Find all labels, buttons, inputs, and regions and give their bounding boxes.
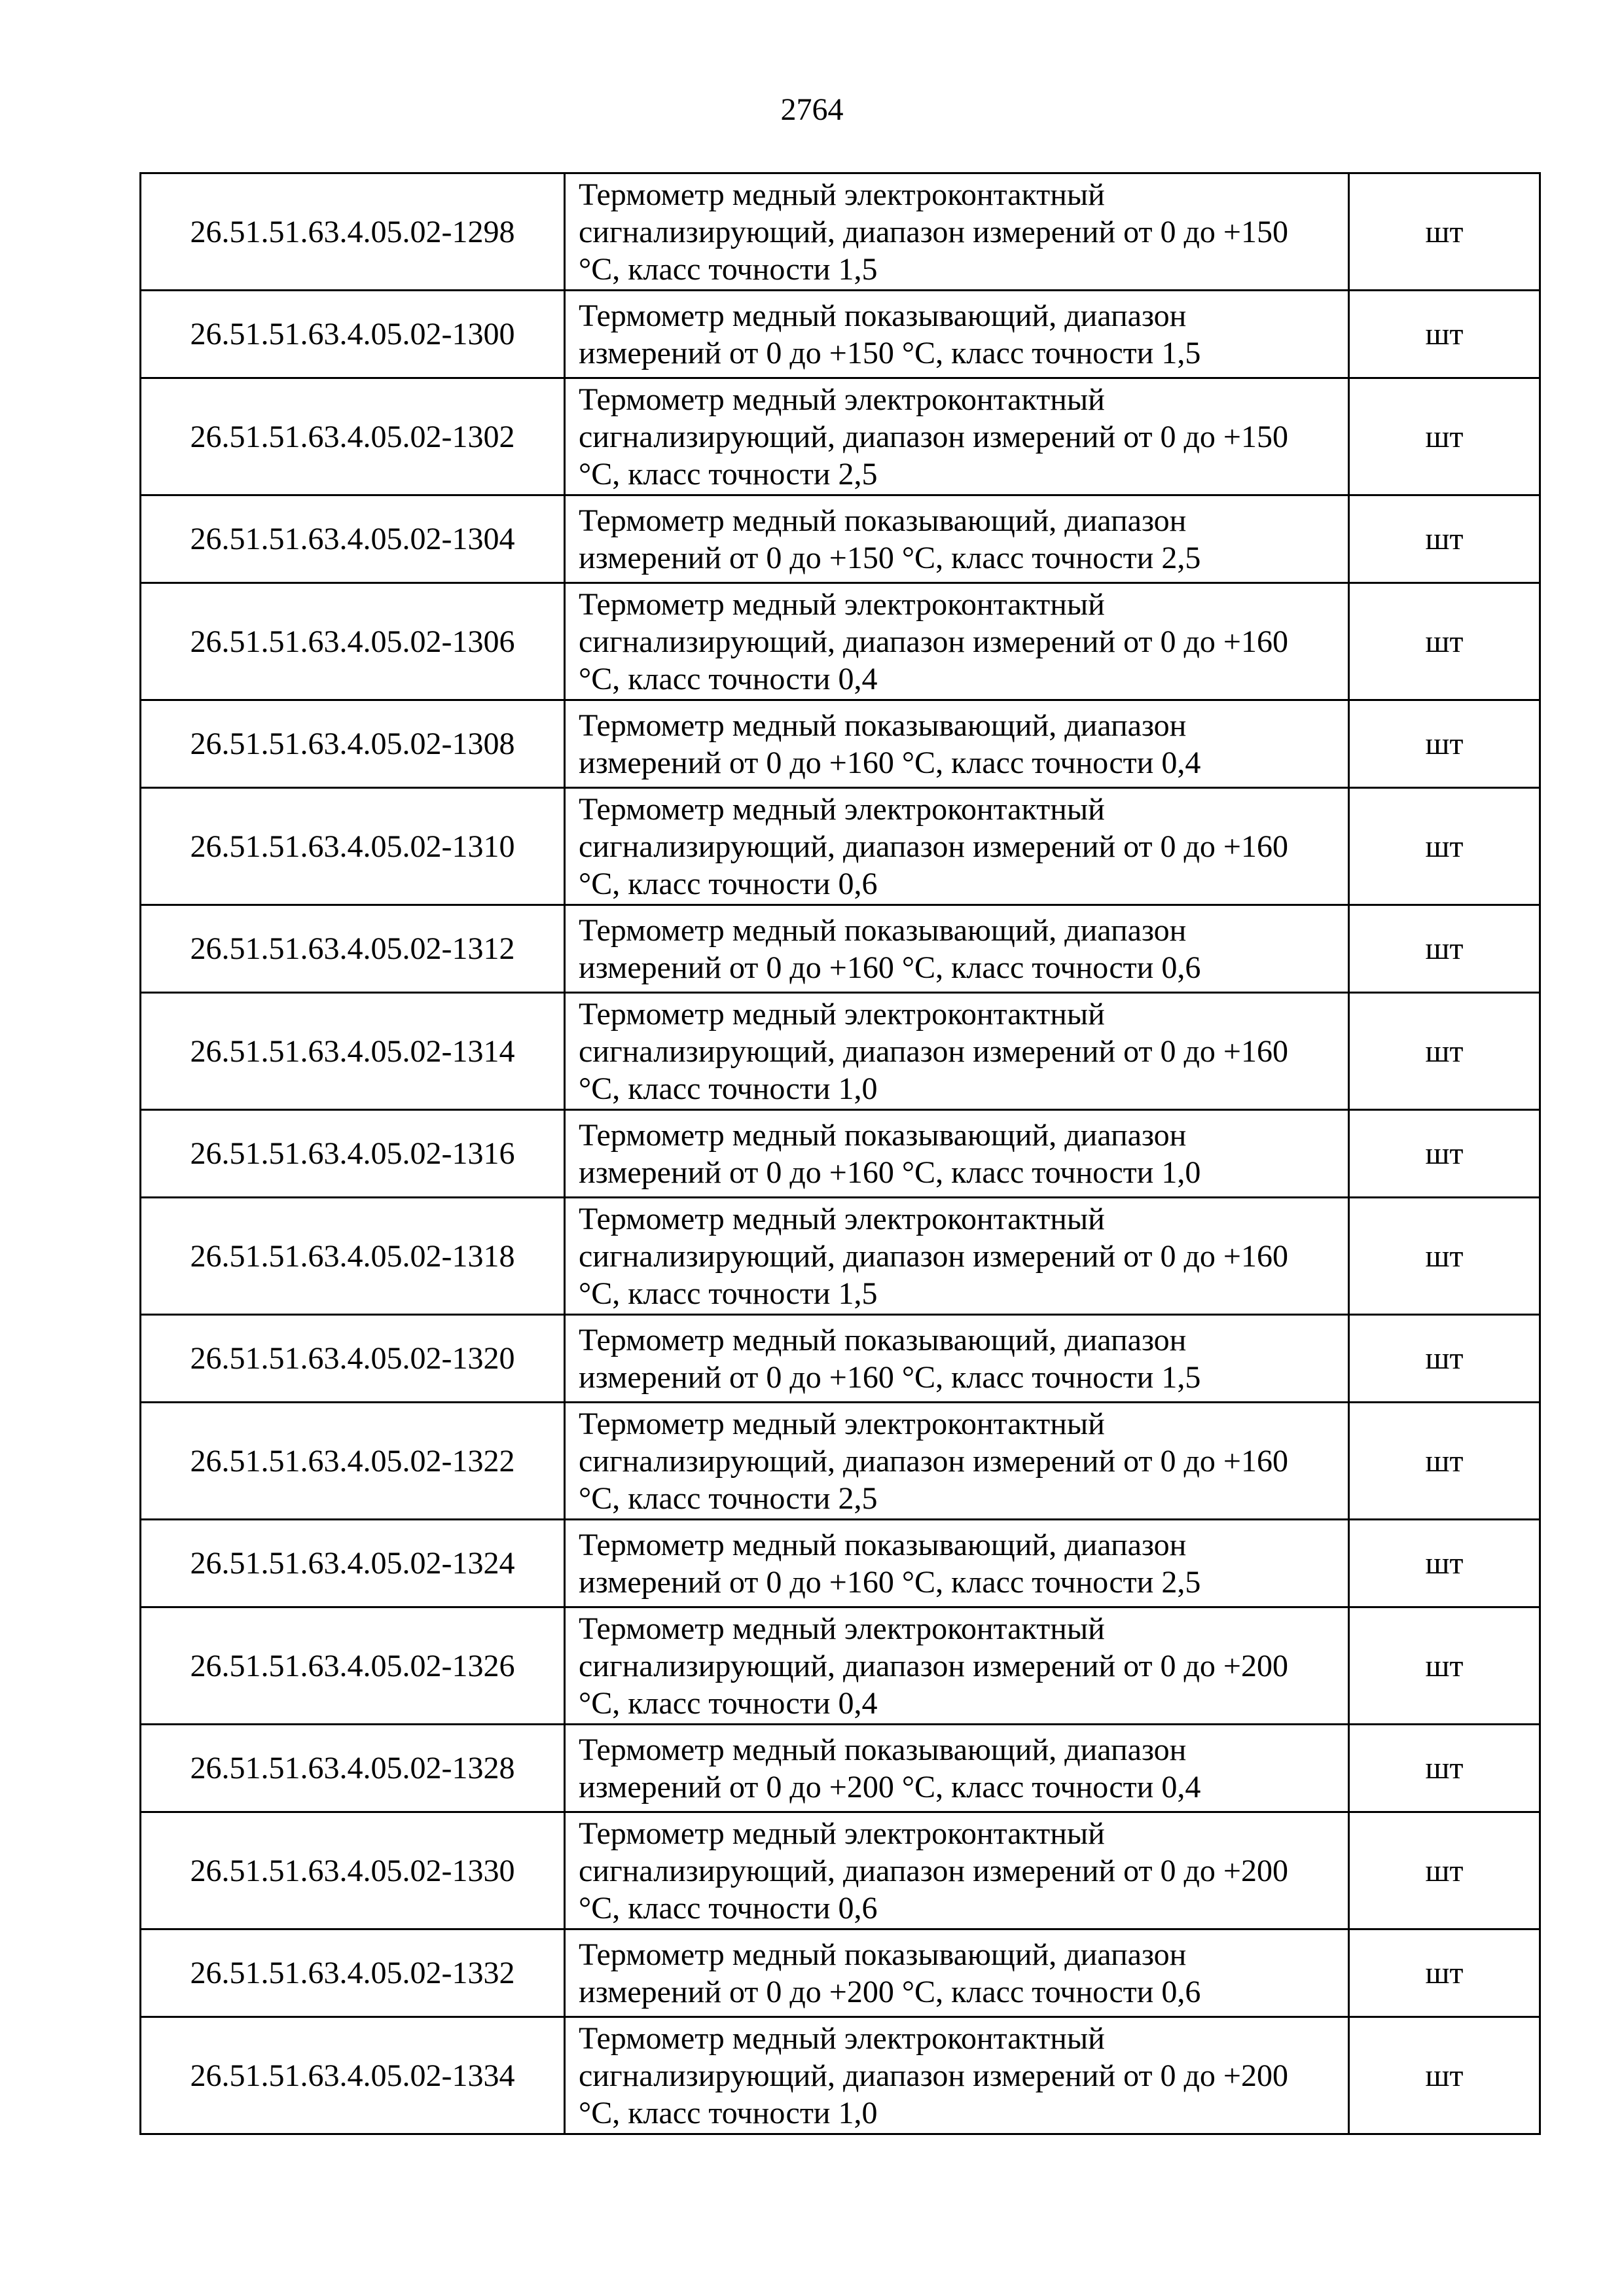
item-unit: шт	[1349, 993, 1540, 1110]
description-line: °С, класс точности 0,6	[579, 866, 878, 901]
description-line: Термометр медный показывающий, диапазон	[579, 503, 1187, 538]
item-unit: шт	[1349, 1812, 1540, 1929]
item-code: 26.51.51.63.4.05.02-1320	[141, 1315, 565, 1403]
item-description	[565, 1198, 1349, 1315]
item-code: 26.51.51.63.4.05.02-1334	[141, 2017, 565, 2134]
description-line: Термометр медный показывающий, диапазон	[579, 1732, 1187, 1767]
item-code: 26.51.51.63.4.05.02-1302	[141, 378, 565, 495]
item-unit: шт	[1349, 495, 1540, 583]
description-line: сигнализирующий, диапазон измерений от 0 до +200	[579, 2058, 1288, 2093]
page-number: 2764	[780, 92, 844, 127]
item-code: 26.51.51.63.4.05.02-1300	[141, 291, 565, 378]
table-row	[141, 583, 1540, 700]
item-unit: шт	[1349, 1725, 1540, 1812]
description-line: измерений от 0 до +160 °С, класс точности 0,6	[579, 950, 1201, 985]
item-code: 26.51.51.63.4.05.02-1328	[141, 1725, 565, 1812]
table-row	[141, 1198, 1540, 1315]
description-line: °С, класс точности 2,5	[579, 456, 878, 492]
description-line: измерений от 0 до +200 °С, класс точности 0,4	[579, 1769, 1201, 1804]
table-row	[141, 700, 1540, 788]
item-code: 26.51.51.63.4.05.02-1332	[141, 1929, 565, 2017]
description-line: измерений от 0 до +160 °С, класс точности 2,5	[579, 1564, 1201, 1600]
description-line: Термометр медный электроконтактный	[579, 996, 1105, 1031]
description-line: Термометр медный электроконтактный	[579, 1611, 1105, 1646]
description-line: Термометр медный показывающий, диапазон	[579, 708, 1187, 743]
item-unit: шт	[1349, 1198, 1540, 1315]
description-line: °С, класс точности 2,5	[579, 1480, 878, 1516]
item-unit: шт	[1349, 788, 1540, 905]
item-code: 26.51.51.63.4.05.02-1316	[141, 1110, 565, 1198]
description-line: Термометр медный электроконтактный	[579, 2020, 1105, 2056]
description-line: °С, класс точности 0,6	[579, 1890, 878, 1926]
description-line: °С, класс точности 0,4	[579, 1685, 878, 1721]
description-line: сигнализирующий, диапазон измерений от 0 до +160	[579, 1238, 1288, 1274]
item-code: 26.51.51.63.4.05.02-1324	[141, 1520, 565, 1607]
table-row	[141, 1607, 1540, 1725]
description-line: Термометр медный показывающий, диапазон	[579, 1527, 1187, 1562]
description-line: сигнализирующий, диапазон измерений от 0 до +150	[579, 419, 1288, 454]
table-row	[141, 1520, 1540, 1607]
item-code: 26.51.51.63.4.05.02-1308	[141, 700, 565, 788]
description-line: Термометр медный электроконтактный	[579, 177, 1105, 212]
table-row	[141, 1110, 1540, 1198]
item-description	[565, 1812, 1349, 1929]
item-unit: шт	[1349, 291, 1540, 378]
table-row	[141, 1812, 1540, 1929]
description-line: сигнализирующий, диапазон измерений от 0 до +160	[579, 1443, 1288, 1479]
description-line: Термометр медный электроконтактный	[579, 1201, 1105, 1236]
description-line: Термометр медный электроконтактный	[579, 791, 1105, 827]
item-description	[565, 788, 1349, 905]
description-line: Термометр медный показывающий, диапазон	[579, 1117, 1187, 1153]
description-line: Термометр медный показывающий, диапазон	[579, 1322, 1187, 1357]
item-unit: шт	[1349, 173, 1540, 291]
table-row	[141, 1725, 1540, 1812]
item-description	[565, 1607, 1349, 1725]
item-description	[565, 700, 1349, 788]
item-unit: шт	[1349, 583, 1540, 700]
item-description	[565, 1929, 1349, 2017]
item-description	[565, 2017, 1349, 2134]
item-unit: шт	[1349, 1110, 1540, 1198]
description-line: сигнализирующий, диапазон измерений от 0 до +150	[579, 214, 1288, 249]
item-description	[565, 1110, 1349, 1198]
item-description	[565, 1520, 1349, 1607]
description-line: °С, класс точности 1,0	[579, 2095, 878, 2130]
item-unit: шт	[1349, 1607, 1540, 1725]
item-code: 26.51.51.63.4.05.02-1322	[141, 1403, 565, 1520]
table-row	[141, 291, 1540, 378]
item-description	[565, 291, 1349, 378]
description-line: °С, класс точности 1,0	[579, 1071, 878, 1106]
table-row	[141, 1403, 1540, 1520]
description-line: измерений от 0 до +160 °С, класс точности 0,4	[579, 745, 1201, 780]
table-row	[141, 905, 1540, 993]
item-description	[565, 1403, 1349, 1520]
item-code: 26.51.51.63.4.05.02-1310	[141, 788, 565, 905]
item-code: 26.51.51.63.4.05.02-1330	[141, 1812, 565, 1929]
item-description	[565, 173, 1349, 291]
item-code: 26.51.51.63.4.05.02-1314	[141, 993, 565, 1110]
description-line: Термометр медный электроконтактный	[579, 1406, 1105, 1441]
item-description	[565, 1725, 1349, 1812]
description-line: сигнализирующий, диапазон измерений от 0 до +160	[579, 829, 1288, 864]
catalog-table-body	[141, 173, 1540, 2134]
catalog-table	[139, 172, 1541, 2135]
item-code: 26.51.51.63.4.05.02-1306	[141, 583, 565, 700]
item-code: 26.51.51.63.4.05.02-1312	[141, 905, 565, 993]
description-line: °С, класс точности 1,5	[579, 251, 878, 287]
item-code: 26.51.51.63.4.05.02-1304	[141, 495, 565, 583]
item-description	[565, 495, 1349, 583]
item-code: 26.51.51.63.4.05.02-1318	[141, 1198, 565, 1315]
item-description	[565, 1315, 1349, 1403]
description-line: Термометр медный показывающий, диапазон	[579, 1937, 1187, 1972]
description-line: Термометр медный показывающий, диапазон	[579, 912, 1187, 948]
description-line: измерений от 0 до +160 °С, класс точности 1,5	[579, 1359, 1201, 1395]
item-description	[565, 905, 1349, 993]
description-line: °С, класс точности 0,4	[579, 661, 878, 696]
description-line: сигнализирующий, диапазон измерений от 0 до +160	[579, 624, 1288, 659]
table-row	[141, 378, 1540, 495]
description-line: Термометр медный электроконтактный	[579, 586, 1105, 622]
table-row	[141, 173, 1540, 291]
item-description	[565, 378, 1349, 495]
item-unit: шт	[1349, 2017, 1540, 2134]
item-unit: шт	[1349, 378, 1540, 495]
item-description	[565, 583, 1349, 700]
item-unit: шт	[1349, 1520, 1540, 1607]
item-code: 26.51.51.63.4.05.02-1298	[141, 173, 565, 291]
item-description	[565, 993, 1349, 1110]
table-row	[141, 1315, 1540, 1403]
item-unit: шт	[1349, 1315, 1540, 1403]
description-line: измерений от 0 до +160 °С, класс точности 1,0	[579, 1155, 1201, 1190]
item-code: 26.51.51.63.4.05.02-1326	[141, 1607, 565, 1725]
item-unit: шт	[1349, 905, 1540, 993]
description-line: Термометр медный показывающий, диапазон	[579, 298, 1187, 333]
table-row	[141, 993, 1540, 1110]
description-line: Термометр медный электроконтактный	[579, 1816, 1105, 1851]
table-row	[141, 2017, 1540, 2134]
item-unit: шт	[1349, 1929, 1540, 2017]
table-row	[141, 788, 1540, 905]
table-row	[141, 495, 1540, 583]
item-unit: шт	[1349, 700, 1540, 788]
description-line: Термометр медный электроконтактный	[579, 382, 1105, 417]
description-line: сигнализирующий, диапазон измерений от 0 до +200	[579, 1853, 1288, 1888]
description-line: измерений от 0 до +200 °С, класс точности 0,6	[579, 1974, 1201, 2009]
description-line: сигнализирующий, диапазон измерений от 0 до +200	[579, 1648, 1288, 1683]
table-row	[141, 1929, 1540, 2017]
description-line: измерений от 0 до +150 °С, класс точности 2,5	[579, 540, 1201, 575]
description-line: сигнализирующий, диапазон измерений от 0 до +160	[579, 1033, 1288, 1069]
item-unit: шт	[1349, 1403, 1540, 1520]
description-line: °С, класс точности 1,5	[579, 1276, 878, 1311]
description-line: измерений от 0 до +150 °С, класс точности 1,5	[579, 335, 1201, 370]
